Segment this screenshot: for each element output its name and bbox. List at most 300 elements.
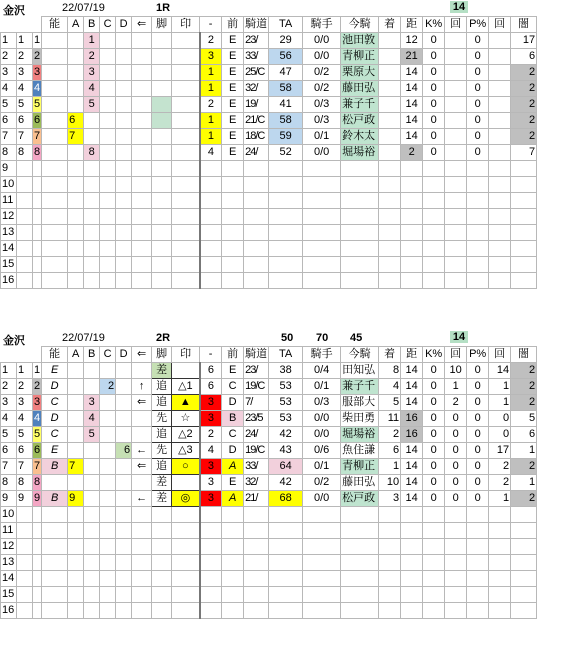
jockey-record: 0/0 [303, 49, 341, 65]
table-row[interactable] [1, 209, 537, 225]
time-index: 59 [269, 129, 303, 145]
count-2 [489, 113, 511, 129]
p-percent: 0 [467, 33, 489, 49]
col-d [116, 257, 132, 273]
jockey-record [303, 555, 341, 571]
time-index: 53 [269, 379, 303, 395]
jockey-name [341, 587, 379, 603]
dark-rating [511, 539, 537, 555]
col-c [100, 443, 116, 459]
distance: 16 [401, 427, 423, 443]
jockey-name [341, 523, 379, 539]
count-1: 10 [445, 363, 467, 379]
horse-number: 7 [33, 129, 42, 145]
table-row[interactable] [1, 571, 537, 587]
k-percent [423, 539, 445, 555]
horse-number: 2 [33, 49, 42, 65]
prediction-mark [172, 65, 200, 81]
table-row[interactable] [1, 49, 537, 65]
prediction-mark [172, 475, 200, 491]
table-row[interactable] [1, 475, 537, 491]
distance: 14 [401, 475, 423, 491]
col-c [100, 225, 116, 241]
table-row[interactable] [1, 459, 537, 475]
col-d [116, 491, 132, 507]
time-index: 53 [269, 411, 303, 427]
time-index: 58 [269, 113, 303, 129]
table-row[interactable] [1, 411, 537, 427]
horse-number: 5 [33, 97, 42, 113]
count-2: 1 [489, 379, 511, 395]
row-number: 13 [1, 225, 17, 241]
table-row[interactable] [1, 379, 537, 395]
running-style: 追 [152, 395, 172, 411]
front-grade: E [222, 49, 244, 65]
col-a [68, 49, 84, 65]
dark-rating [511, 523, 537, 539]
value-dash [200, 603, 222, 619]
count-2: 1 [489, 395, 511, 411]
k-percent: 0 [423, 81, 445, 97]
jockey-name [341, 273, 379, 289]
dark-rating: 5 [511, 411, 537, 427]
value-dash: 3 [200, 49, 222, 65]
col-d [116, 411, 132, 427]
jockey-name: 青柳正 [341, 459, 379, 475]
table-row[interactable] [1, 129, 537, 145]
header-value-70: 70 [316, 332, 329, 344]
column-header: 騎手 [303, 347, 341, 363]
k-percent [423, 507, 445, 523]
ability-grade [42, 225, 68, 241]
distance [401, 241, 423, 257]
running-style [152, 81, 172, 97]
front-grade [222, 603, 244, 619]
column-header: D [116, 347, 132, 363]
ability-grade [42, 475, 68, 491]
dark-rating: 17 [511, 33, 537, 49]
prediction-mark [172, 603, 200, 619]
jockey-route: 24/ [244, 427, 269, 443]
p-percent [467, 539, 489, 555]
prediction-mark [172, 145, 200, 161]
front-grade: E [222, 475, 244, 491]
column-header: 闇 [511, 17, 537, 33]
count-1 [445, 225, 467, 241]
value-dash: 1 [200, 81, 222, 97]
ability-grade [42, 603, 68, 619]
value-dash [200, 587, 222, 603]
jockey-name [341, 177, 379, 193]
waku-number: 3 [17, 395, 33, 411]
running-style: 差 [152, 475, 172, 491]
col-d [116, 129, 132, 145]
column-header: TA [269, 17, 303, 33]
row-number: 1 [1, 33, 17, 49]
value-dash: 3 [200, 475, 222, 491]
count-2 [489, 571, 511, 587]
p-percent: 0 [467, 411, 489, 427]
horse-number [33, 193, 42, 209]
count-2: 14 [489, 363, 511, 379]
k-percent [423, 225, 445, 241]
jockey-route: 32/ [244, 81, 269, 97]
p-percent: 0 [467, 443, 489, 459]
time-index [269, 273, 303, 289]
prediction-mark [172, 273, 200, 289]
table-row[interactable] [1, 587, 537, 603]
count-2 [489, 33, 511, 49]
col-c [100, 193, 116, 209]
ability-grade [42, 81, 68, 97]
column-header: P% [467, 347, 489, 363]
horse-number: 2 [33, 379, 42, 395]
column-header: B [84, 17, 100, 33]
finish-position [379, 113, 401, 129]
front-grade [222, 241, 244, 257]
jockey-record: 0/4 [303, 363, 341, 379]
jockey-name: 田知弘 [341, 363, 379, 379]
horse-number [33, 507, 42, 523]
jockey-name [341, 507, 379, 523]
column-header: C [100, 17, 116, 33]
race-date: 22/07/19 [62, 2, 105, 14]
distance [401, 273, 423, 289]
value-dash [200, 209, 222, 225]
front-grade [222, 571, 244, 587]
col-c [100, 257, 116, 273]
running-style: 追 [152, 379, 172, 395]
finish-position [379, 507, 401, 523]
p-percent [467, 507, 489, 523]
table-row[interactable] [1, 491, 537, 507]
jockey-route: 24/ [244, 145, 269, 161]
p-percent: 0 [467, 395, 489, 411]
col-b [84, 113, 100, 129]
jockey-name: 兼子千 [341, 379, 379, 395]
waku-number: 2 [17, 49, 33, 65]
k-percent: 0 [423, 33, 445, 49]
venue-name: 金沢 [3, 5, 25, 17]
jockey-route [244, 177, 269, 193]
prediction-mark: ○ [172, 459, 200, 475]
horse-number: 4 [33, 81, 42, 97]
col-c [100, 49, 116, 65]
table-row[interactable] [1, 33, 537, 49]
jockey-record [303, 241, 341, 257]
column-header: 能 [42, 347, 68, 363]
dark-rating: 6 [511, 49, 537, 65]
time-index [269, 193, 303, 209]
finish-position [379, 539, 401, 555]
running-style: 差 [152, 363, 172, 379]
time-index [269, 539, 303, 555]
dark-rating [511, 161, 537, 177]
column-header: 印 [172, 347, 200, 363]
p-percent [467, 257, 489, 273]
table-row[interactable] [1, 443, 537, 459]
waku-number [17, 177, 33, 193]
distance [401, 257, 423, 273]
col-a [68, 193, 84, 209]
jockey-record: 0/2 [303, 475, 341, 491]
col-c [100, 145, 116, 161]
time-index: 42 [269, 427, 303, 443]
front-grade: D [222, 443, 244, 459]
prediction-mark: △1 [172, 379, 200, 395]
horse-number [33, 241, 42, 257]
table-row[interactable] [1, 555, 537, 571]
k-percent [423, 523, 445, 539]
distance [401, 161, 423, 177]
table-row[interactable] [1, 177, 537, 193]
distance [401, 193, 423, 209]
jockey-record [303, 539, 341, 555]
value-dash [200, 523, 222, 539]
col-d [116, 555, 132, 571]
row-number: 7 [1, 459, 17, 475]
distance-badge: 14 [450, 331, 468, 343]
k-percent [423, 555, 445, 571]
col-b [84, 603, 100, 619]
table-row[interactable] [1, 241, 537, 257]
k-percent: 0 [423, 129, 445, 145]
table-row[interactable] [1, 81, 537, 97]
col-d [116, 395, 132, 411]
ability-grade [42, 241, 68, 257]
col-c [100, 97, 116, 113]
count-1 [445, 193, 467, 209]
distance: 12 [401, 33, 423, 49]
col-a [68, 97, 84, 113]
col-c [100, 161, 116, 177]
distance [401, 539, 423, 555]
column-header: 着 [379, 17, 401, 33]
value-dash: 2 [200, 97, 222, 113]
count-2 [489, 65, 511, 81]
finish-position [379, 33, 401, 49]
count-1: 2 [445, 395, 467, 411]
front-grade: A [222, 491, 244, 507]
row-number: 15 [1, 257, 17, 273]
horse-number: 6 [33, 443, 42, 459]
front-grade [222, 193, 244, 209]
col-c [100, 459, 116, 475]
row-number: 4 [1, 411, 17, 427]
ability-grade [42, 209, 68, 225]
jockey-name [341, 555, 379, 571]
k-percent: 0 [423, 363, 445, 379]
dark-rating [511, 587, 537, 603]
running-style [152, 161, 172, 177]
jockey-record [303, 161, 341, 177]
horse-number [33, 603, 42, 619]
header-blank [33, 347, 42, 363]
finish-position: 6 [379, 443, 401, 459]
count-1 [445, 177, 467, 193]
jockey-name: 栗原大 [341, 65, 379, 81]
header-blank [33, 17, 42, 33]
distance-badge: 14 [450, 1, 468, 13]
count-2 [489, 129, 511, 145]
waku-number: 7 [17, 459, 33, 475]
distance: 14 [401, 113, 423, 129]
prediction-mark [172, 113, 200, 129]
time-index [269, 161, 303, 177]
horse-number [33, 209, 42, 225]
dark-rating: 2 [511, 113, 537, 129]
row-number: 15 [1, 587, 17, 603]
waku-number: 6 [17, 113, 33, 129]
waku-number [17, 161, 33, 177]
col-b [84, 363, 100, 379]
waku-number [17, 587, 33, 603]
count-2 [489, 209, 511, 225]
waku-number: 1 [17, 363, 33, 379]
jockey-record [303, 523, 341, 539]
time-index [269, 555, 303, 571]
col-b [84, 571, 100, 587]
table-row[interactable] [1, 225, 537, 241]
arrow-indicator [132, 33, 152, 49]
col-c [100, 241, 116, 257]
table-row[interactable] [1, 145, 537, 161]
jockey-name: 服部大 [341, 395, 379, 411]
jockey-record: 0/1 [303, 379, 341, 395]
running-style [152, 129, 172, 145]
col-c [100, 177, 116, 193]
row-number: 4 [1, 81, 17, 97]
ability-grade: D [42, 379, 68, 395]
column-header: 能 [42, 17, 68, 33]
horse-number: 8 [33, 145, 42, 161]
prediction-mark [172, 257, 200, 273]
jockey-record [303, 257, 341, 273]
table-row[interactable] [1, 539, 537, 555]
dark-rating [511, 241, 537, 257]
time-index: 53 [269, 395, 303, 411]
dark-rating: 1 [511, 443, 537, 459]
horse-number: 1 [33, 363, 42, 379]
ability-grade [42, 523, 68, 539]
time-index [269, 523, 303, 539]
front-grade [222, 161, 244, 177]
dark-rating: 1 [511, 475, 537, 491]
horse-number: 7 [33, 459, 42, 475]
front-grade: A [222, 459, 244, 475]
row-number: 14 [1, 241, 17, 257]
jockey-route: 19/C [244, 379, 269, 395]
table-row[interactable] [1, 523, 537, 539]
dark-rating: 2 [511, 363, 537, 379]
horse-number [33, 587, 42, 603]
table-row[interactable] [1, 427, 537, 443]
time-index [269, 225, 303, 241]
prediction-mark [172, 161, 200, 177]
row-number: 14 [1, 571, 17, 587]
jockey-name: 松戸政 [341, 491, 379, 507]
table-row[interactable] [1, 193, 537, 209]
time-index: 43 [269, 443, 303, 459]
column-header: P% [467, 17, 489, 33]
column-header: 回 [445, 347, 467, 363]
front-grade: D [222, 395, 244, 411]
running-style [152, 507, 172, 523]
value-dash: 3 [200, 459, 222, 475]
table-row[interactable] [1, 113, 537, 129]
k-percent: 0 [423, 97, 445, 113]
running-style [152, 113, 172, 129]
front-grade [222, 523, 244, 539]
value-dash: 3 [200, 395, 222, 411]
column-header: C [100, 347, 116, 363]
prediction-mark [172, 193, 200, 209]
col-a [68, 379, 84, 395]
col-a [68, 273, 84, 289]
table-row[interactable] [1, 65, 537, 81]
ability-grade [42, 555, 68, 571]
col-b [84, 177, 100, 193]
arrow-indicator [132, 225, 152, 241]
distance: 21 [401, 49, 423, 65]
row-number: 16 [1, 273, 17, 289]
col-d [116, 209, 132, 225]
table-row[interactable] [1, 161, 537, 177]
count-1 [445, 603, 467, 619]
col-a [68, 395, 84, 411]
jockey-route: 32/ [244, 475, 269, 491]
count-1 [445, 129, 467, 145]
column-header: K% [423, 347, 445, 363]
table-row[interactable] [1, 273, 537, 289]
distance: 14 [401, 379, 423, 395]
time-index: 38 [269, 363, 303, 379]
header-blank [17, 17, 33, 33]
finish-position [379, 161, 401, 177]
jockey-record: 0/1 [303, 129, 341, 145]
col-b: 5 [84, 97, 100, 113]
waku-number: 7 [17, 129, 33, 145]
table-row[interactable] [1, 363, 537, 379]
finish-position: 8 [379, 363, 401, 379]
k-percent [423, 603, 445, 619]
jockey-route [244, 193, 269, 209]
table-row[interactable] [1, 603, 537, 619]
front-grade [222, 587, 244, 603]
time-index: 29 [269, 33, 303, 49]
k-percent: 0 [423, 491, 445, 507]
column-header: 騎道 [244, 347, 269, 363]
arrow-indicator [132, 539, 152, 555]
front-grade [222, 539, 244, 555]
time-index: 68 [269, 491, 303, 507]
value-dash [200, 161, 222, 177]
table-row[interactable] [1, 257, 537, 273]
finish-position: 10 [379, 475, 401, 491]
race-date: 22/07/19 [62, 332, 105, 344]
k-percent: 0 [423, 475, 445, 491]
running-style [152, 539, 172, 555]
col-c [100, 427, 116, 443]
table-row[interactable] [1, 395, 537, 411]
col-c [100, 113, 116, 129]
col-a [68, 81, 84, 97]
arrow-indicator [132, 523, 152, 539]
count-1 [445, 273, 467, 289]
table-row[interactable] [1, 97, 537, 113]
running-style: 追 [152, 459, 172, 475]
table-row[interactable] [1, 507, 537, 523]
